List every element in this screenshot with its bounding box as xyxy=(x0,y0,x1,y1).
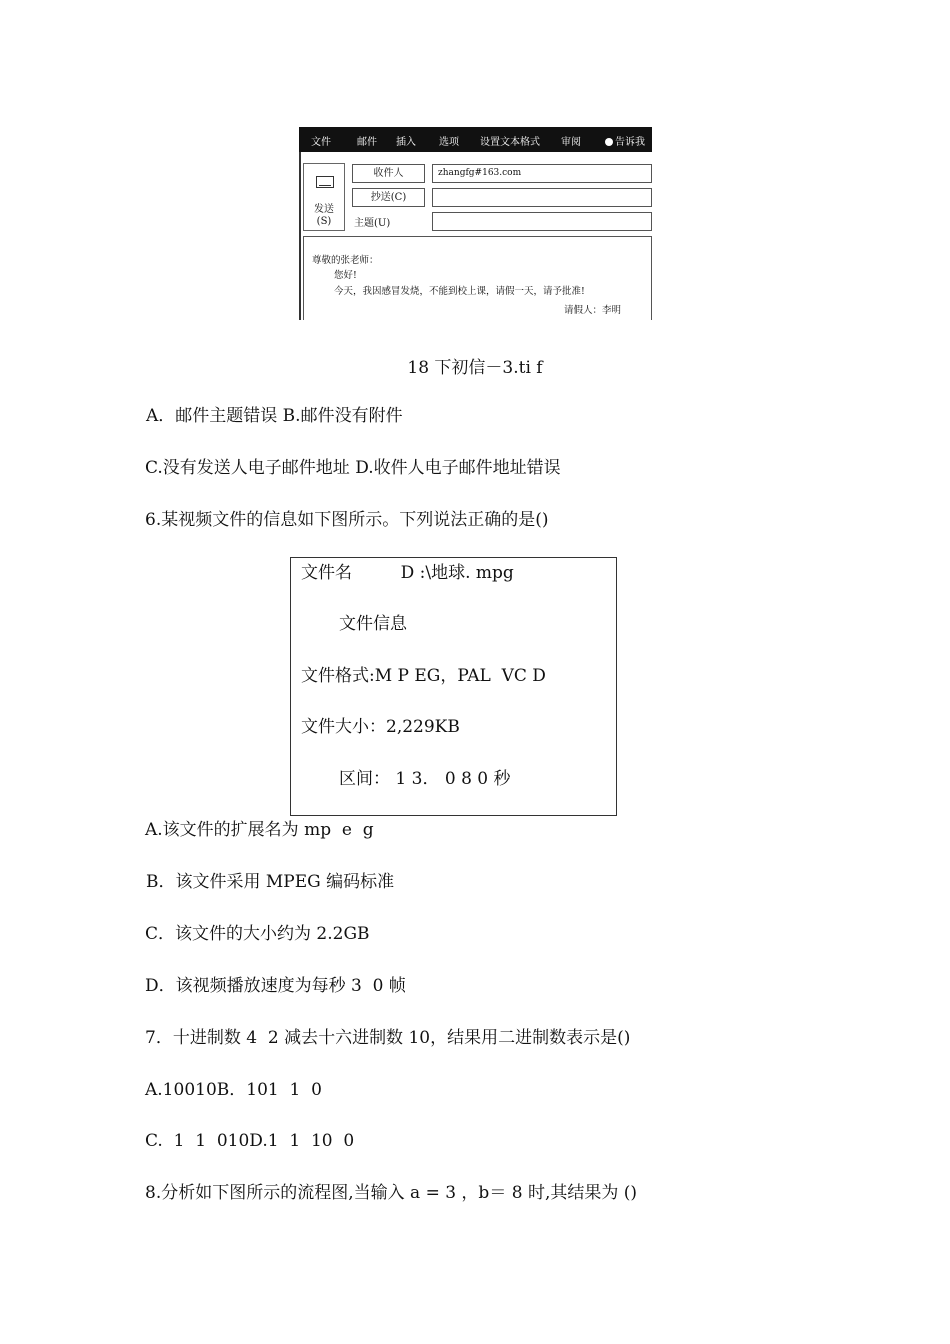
file-info-box xyxy=(290,557,617,816)
bulb-icon xyxy=(605,138,613,146)
file-info-heading: 文件信息 xyxy=(339,614,407,634)
email-body xyxy=(303,236,652,320)
q7-question: 7．十进制数 4 2 减去十六进制数 10，结果用二进制数表示是() xyxy=(145,1028,631,1048)
body-greeting: 尊敬的张老师： xyxy=(312,255,379,266)
menu-insert: 插入 xyxy=(396,137,416,148)
to-field: zhangfg#163.com xyxy=(432,164,652,183)
q6-option-c: C．该文件的大小约为 2.2GB xyxy=(145,924,370,944)
q7-option-ab: A.10010B．101 1 0 xyxy=(145,1080,322,1100)
body-signature: 请假人：李明 xyxy=(564,305,622,316)
menu-file: 文件 xyxy=(311,137,331,148)
send-label: 发送 (S) xyxy=(314,204,334,227)
cc-button: 抄送(C) xyxy=(352,188,425,207)
body-hello: 您好! xyxy=(334,270,357,281)
menu-mail: 邮件 xyxy=(357,137,377,148)
q6-option-a: A.该文件的扩展名为 mp e g xyxy=(145,820,374,840)
to-button: 收件人 xyxy=(352,164,425,183)
subject-label: 主题(U) xyxy=(354,218,391,229)
send-button xyxy=(303,163,345,231)
q6-option-d: D．该视频播放速度为每秒 3 0 帧 xyxy=(145,976,406,996)
window-left-border xyxy=(299,152,301,320)
body-content: 今天，我因感冒发烧，不能到校上课，请假一天，请予批准! xyxy=(334,286,585,297)
email-compose-screenshot xyxy=(299,127,652,320)
file-duration-line: 区间： 1 3． 0 8 0 秒 xyxy=(339,769,511,789)
menu-tell-me: 告诉我 xyxy=(605,133,645,148)
file-format-line: 文件格式:M P EG，PAL VC D xyxy=(301,666,546,686)
q5-option-cd: C.没有发送人电子邮件地址 D.收件人电子邮件地址错误 xyxy=(145,458,561,478)
q8-question: 8.分析如下图所示的流程图,当输入 a = 3 ，b＝ 8 时,其结果为 () xyxy=(145,1183,638,1203)
subject-field xyxy=(432,212,652,231)
q6-option-b: B．该文件采用 MPEG 编码标准 xyxy=(146,872,395,892)
figure-caption: 18 下初信－3.ti f xyxy=(407,358,543,378)
file-size-line: 文件大小：2,229KB xyxy=(301,717,460,737)
q7-option-cd: C. 1 1 010D.1 1 10 0 xyxy=(145,1131,355,1151)
menu-review: 审阅 xyxy=(561,137,581,148)
q5-option-ab: A．邮件主题错误 B.邮件没有附件 xyxy=(146,406,403,426)
email-menubar xyxy=(299,127,652,152)
q6-question: 6.某视频文件的信息如下图所示。下列说法正确的是() xyxy=(145,510,549,530)
file-name-line: 文件名 D :\地球. mpg xyxy=(301,563,514,583)
menu-format-text: 设置文本格式 xyxy=(480,137,540,148)
menu-options: 选项 xyxy=(439,137,459,148)
send-envelope-icon xyxy=(316,176,334,188)
cc-field xyxy=(432,188,652,207)
